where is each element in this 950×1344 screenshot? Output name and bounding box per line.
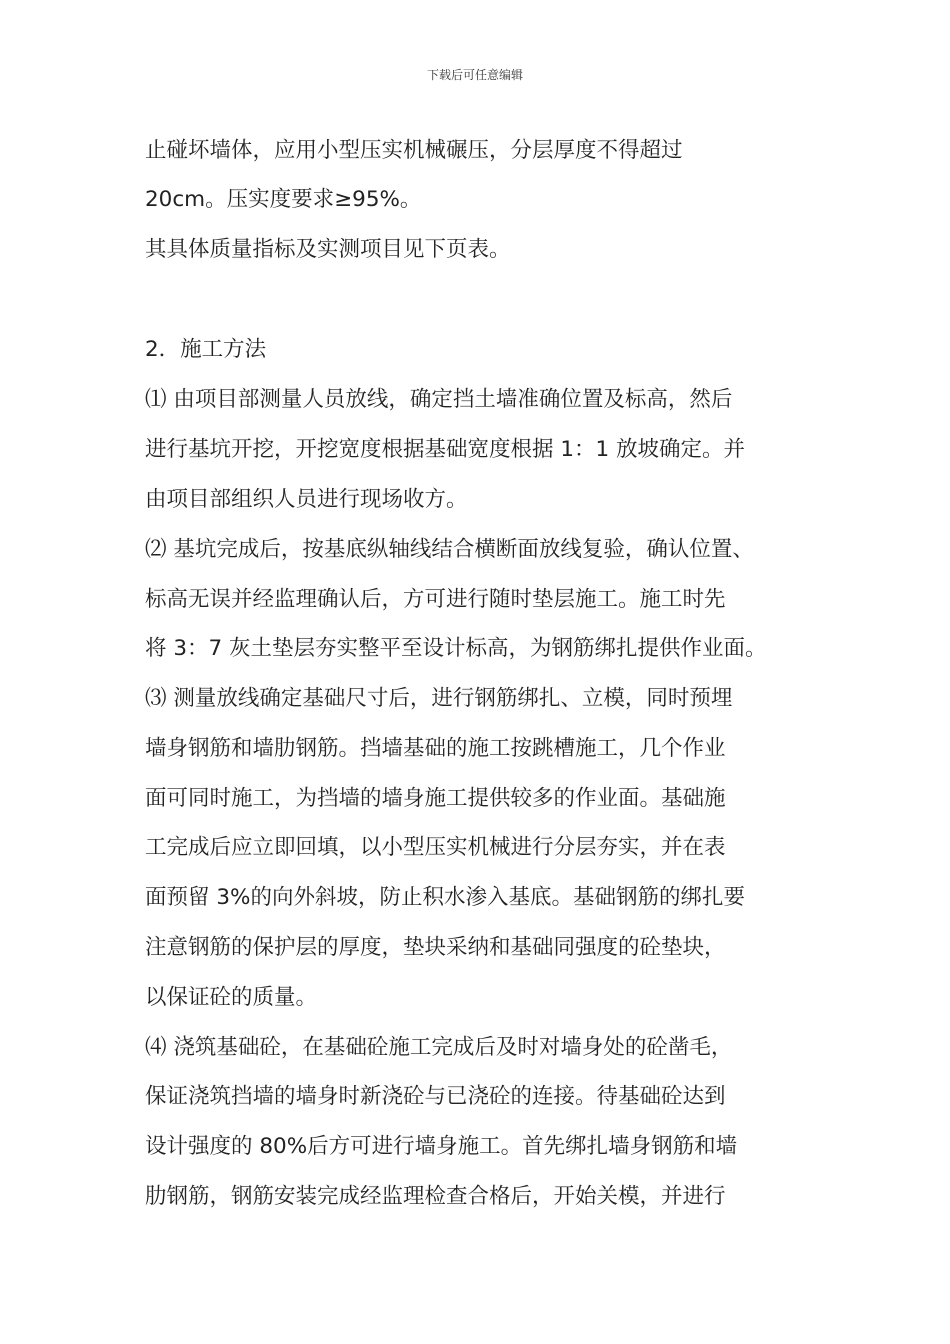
body-line: 20cm。压实度要求≥95%。: [145, 187, 422, 212]
body-line: 肋钢筋，钢筋安装完成经监理检查合格后，开始关模，并进行: [145, 1184, 726, 1209]
body-line: 墙身钢筋和墙肋钢筋。挡墙基础的施工按跳槽施工，几个作业: [145, 736, 726, 761]
body-line: 工完成后应立即回填，以小型压实机械进行分层夯实，并在表: [145, 835, 726, 860]
body-line: 进行基坑开挖，开挖宽度根据基础宽度根据 1：1 放坡确定。并: [145, 437, 746, 462]
section-heading: 2．施工方法: [145, 337, 267, 362]
body-line: 设计强度的 80%后方可进行墙身施工。首先绑扎墙身钢筋和墙: [145, 1134, 738, 1159]
body-line: 注意钢筋的保护层的厚度，垫块采纳和基础同强度的砼垫块，: [145, 935, 726, 960]
page-header: 下载后可任意编辑: [426, 68, 523, 82]
body-line: 以保证砼的质量。: [145, 985, 318, 1010]
body-line: ⑴ 由项目部测量人员放线，确定挡土墙准确位置及标高，然后: [145, 387, 733, 412]
body-line: 保证浇筑挡墙的墙身时新浇砼与已浇砼的连接。待基础砼达到: [145, 1084, 726, 1109]
body-line: ⑷ 浇筑基础砼，在基础砼施工完成后及时对墙身处的砼凿毛，: [145, 1035, 733, 1060]
body-line: ⑶ 测量放线确定基础尺寸后，进行钢筋绑扎、立模，同时预埋: [145, 686, 733, 711]
body-line: 由项目部组织人员进行现场收方。: [145, 487, 468, 512]
body-line: 其具体质量指标及实测项目见下页表。: [145, 237, 511, 262]
body-line: 将 3：7 灰土垫层夯实整平至设计标高，为钢筋绑扎提供作业面。: [145, 636, 767, 661]
body-line: 面预留 3%的向外斜坡，防止积水渗入基底。基础钢筋的绑扎要: [145, 885, 745, 910]
body-line: 面可同时施工，为挡墙的墙身施工提供较多的作业面。基础施: [145, 786, 726, 811]
body-line: 标高无误并经监理确认后，方可进行随时垫层施工。施工时先: [145, 587, 726, 612]
body-line: 止碰坏墙体，应用小型压实机械碾压，分层厚度不得超过: [145, 138, 683, 163]
body-line: ⑵ 基坑完成后，按基底纵轴线结合横断面放线复验，确认位置、: [145, 537, 754, 562]
